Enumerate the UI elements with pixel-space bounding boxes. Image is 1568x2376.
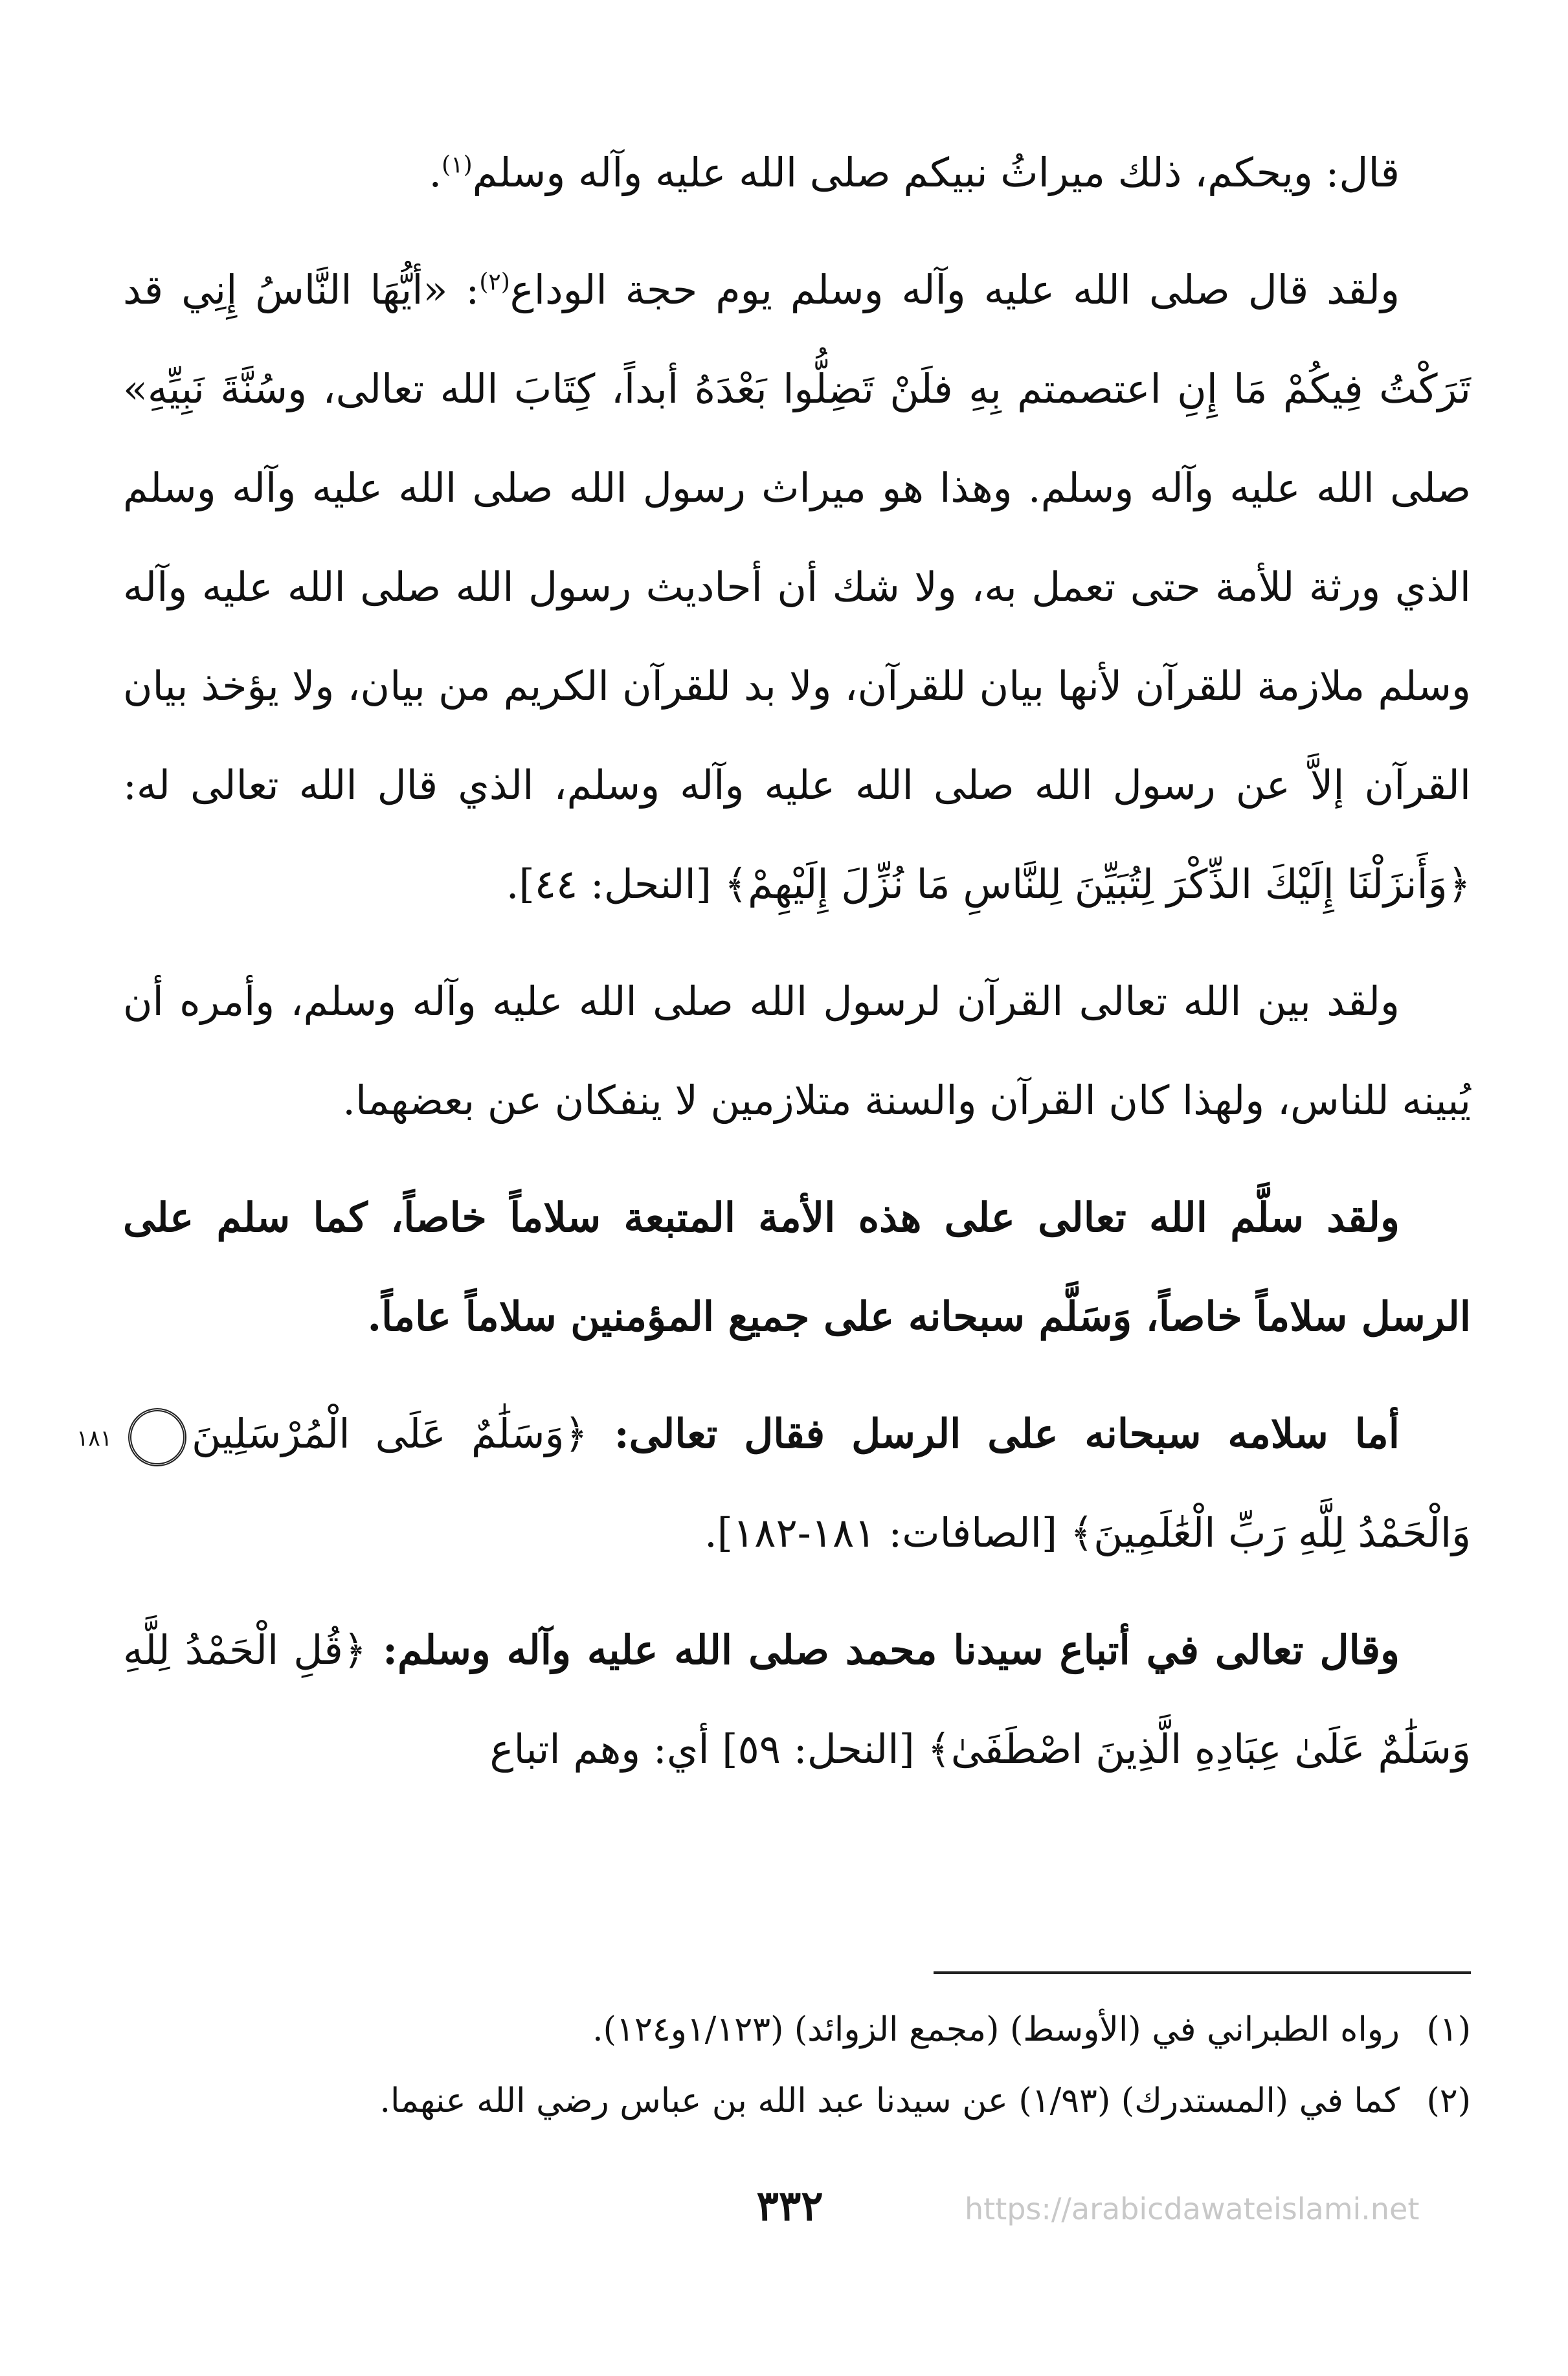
footnotes: [123, 1994, 1471, 2136]
footnote-2-text: كما في (المستدرك) (١/٩٣) عن سيدنا عبد الله بن عباس رضي الله عنهما.: [379, 2081, 1400, 2120]
footnote-2: [123, 2065, 1471, 2136]
quran-verse-nahl-44: ﴿وَأَنزَلْنَا إِلَيْكَ الذِّكْرَ لِتُبَيِّنَ لِلنَّاسِ مَا نُزِّلَ إِلَيْهِمْ﴾: [724, 860, 1471, 908]
paragraph-5-text-a: أما سلامه سبحانه على الرسل فقال تعالى:: [587, 1410, 1400, 1457]
footnote-divider: [934, 1971, 1471, 1974]
paragraph-1-text: قال: ويحكم، ذلك ميراثُ نبيكم صلى الله عليه وآله وسلم: [472, 149, 1400, 196]
footnote-1-number: (١): [1426, 2010, 1471, 2049]
paragraph-3-text: ولقد بين الله تعالى القرآن لرسول الله صلى الله عليه وآله وسلم، وأمره أن يُبينه للناس، ولهذا كان القرآن والسنة متلازمين لا ينفكان عن بعضهما.: [123, 978, 1471, 1124]
ayah-number-marker: ١٨١: [128, 1408, 186, 1466]
paragraph-2-text-a: ولقد قال صلى الله عليه وآله وسلم يوم حجة الوداع: [510, 266, 1400, 313]
footnote-1: [123, 1994, 1471, 2065]
paragraph-2-text-b: : «أيُّهَا النَّاسُ إِنِي قد تَرَكْتُ فِيكُمْ مَا إِنِ اعتصمتم بِهِ فلَنْ تَضِلُّوا بَعْدَهُ أبداً، كِتَابَ الله تعالى، وسُنَّةَ نَبِيِّهِ» صلى الله عليه وآله وسلم. وهذا هو ميراث رسول الله صلى الله عليه وآله وسلم الذي ورثة للأمة حتى تعمل به، ولا شك أن أحاديث رسول الله صلى الله عليه وآله وسلم ملازمة للقرآن لأنها بيان للقرآن، ولا بد للقرآن الكريم من بيان، ولا يؤخذ بيان القرآن إلاَّ عن رسول الله صلى الله عليه وآله وسلم، الذي قال الله تعالى له:: [123, 266, 1471, 809]
footnote-2-number: (٢): [1426, 2081, 1471, 2120]
paragraph-6-citation: [النحل: ٥٩] أي: وهم اتباع: [489, 1725, 928, 1773]
quran-verse-nahl-59: ﴿قُلِ الْحَمْدُ لِلَّهِ وَسَلَٰمٌ عَلَىٰ عِبَادِهِ الَّذِينَ اصْطَفَىٰ﴾: [123, 1626, 1471, 1773]
paragraph-1-end: .: [429, 149, 442, 196]
paragraph-1: [123, 123, 1471, 222]
paragraph-3: [123, 952, 1471, 1150]
watermark-url: https://arabicdawateislami.net: [965, 2191, 1420, 2226]
paragraph-5-citation: [الصافات: ١٨١-١٨٢].: [704, 1509, 1070, 1556]
footnote-1-text: رواه الطبراني في (الأوسط) (مجمع الزوائد) (١/١٢٣و١٢٤).: [592, 2010, 1400, 2049]
paragraph-6: [123, 1600, 1471, 1799]
quran-verse-saffat-181: ﴿وَسَلَٰمٌ عَلَى الْمُرْسَلِينَ: [192, 1410, 588, 1457]
paragraph-4-text: ولقد سلَّم الله تعالى على هذه الأمة المتبعة سلاماً خاصاً، كما سلم على الرسل سلاماً خاصاً، وَسَلَّم سبحانه على جميع المؤمنين سلاماً عاماً.: [123, 1194, 1471, 1340]
paragraph-2-citation: [النحل: ٤٤].: [506, 860, 724, 908]
main-text: [76, 123, 1471, 1799]
paragraph-2: [123, 240, 1471, 934]
paragraph-5: [76, 1384, 1471, 1582]
paragraph-4: [123, 1168, 1471, 1366]
footnote-ref-2: (٢): [479, 269, 510, 296]
page-number: ٣٣٢: [756, 2182, 823, 2230]
quran-verse-saffat-182: وَالْحَمْدُ لِلَّهِ رَبِّ الْعَٰلَمِينَ﴾: [1070, 1509, 1471, 1556]
footnote-ref-1: (١): [442, 151, 473, 179]
paragraph-6-text-a: وقال تعالى في أتباع سيدنا محمد صلى الله عليه وآله وسلم:: [366, 1626, 1400, 1674]
